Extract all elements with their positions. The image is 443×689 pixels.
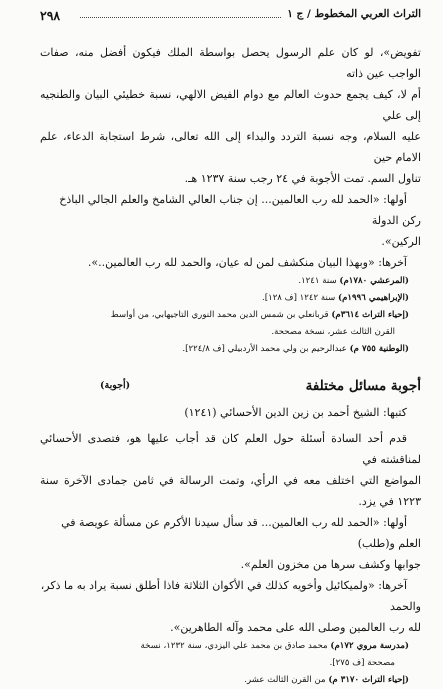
section-heading — [40, 372, 421, 402]
source-label: (إحياء التراث ٣٦١٤م) — [331, 310, 409, 320]
manuscript-sources — [40, 273, 409, 358]
source-text: من القرن الثالث عشر. — [244, 675, 329, 685]
running-title: التراث العربي المخطوط / ج ١ — [287, 8, 421, 20]
source-entry — [40, 273, 409, 290]
incipit-line: أولها: «الحمد لله رب العالمين... إن جناب العالي الشامخ والعلم الجالي الباذخ ركن الدولة — [59, 193, 421, 227]
explicit-line: لله رب العالمين وصلى الله على محمد وآله الطاهرين». — [170, 621, 421, 634]
explicit-line: آخرها: «وبهذا البيان منكشف لمن له عيان، والحمد لله رب العالمين..». — [87, 256, 407, 269]
page-header — [40, 8, 421, 26]
body-line: عليه السلام، وجه نسبة التردد والبداء إلى الله تعالى، شرط استجابة الدعاء، علم الامام حين — [40, 130, 421, 164]
source-entry — [40, 638, 409, 655]
source-text: سنة ١٢٤٢ [ف ١٢٨]. — [261, 293, 339, 303]
source-text: قربانعلي بن شمس الدين محمد النوري التاجيهابي، من أواسط — [110, 310, 332, 320]
body-line: تناول السم. تمت الأجوبة في ٢٤ رجب سنة ١٢٣٧ هـ. — [184, 172, 421, 185]
source-text: سنة ١٢٤١. — [298, 276, 340, 286]
incipit-line: جوابها وكشف سرها من مخزون العلم». — [240, 558, 421, 571]
source-entry — [40, 672, 409, 689]
source-label: (المرعشي ١٧٨٠م) — [339, 276, 409, 286]
header-dotted-rule — [80, 17, 281, 18]
author-line: كتبها: الشيخ أحمد بن زين الدين الأحسائي (١٢٤١) — [184, 406, 407, 419]
body-line: أم لا، كيف يجمع حدوث العالم مع دوام الفيض الالهي، نسبة خطيئي البيان والطنجيه إلى علي — [40, 88, 421, 122]
source-label: (مدرسة مروي ١٧٢م) — [330, 641, 409, 651]
explicit-line: آخرها: «ولميكائيل وأخويه كذلك في الأكوان الثلاثة فاذا أطلق نسبة يراد به ما ذكر، والحمد — [40, 579, 421, 613]
source-label: (الوطنية ٧٥٥ م) — [349, 344, 409, 354]
manuscript-sources — [40, 638, 409, 689]
source-entry — [40, 341, 409, 358]
source-label: (إحياء التراث ٣١٧٠ م) — [328, 675, 409, 685]
body-line: قدم أحد السادة أسئلة حول العلم كان قد أجاب عليها هو، فتصدى الأحسائي لمناقشته في — [40, 432, 421, 466]
page-number: ٢٩٨ — [40, 8, 61, 23]
body-line: تفويض»، لو كان علم الرسول يحصل بواسطة الملك فيكون أفضل منه، صفات الواجب عين ذاته — [40, 46, 421, 80]
source-text: محمد صادق بن محمد علي اليزدي، سنة ١٢٣٢، نسخة — [140, 641, 331, 651]
body-line: المواضع التي اختلف معه في الرأي، وتمت الرسالة في ثامن جمادى الآخرة سنة ١٢٢٣ في يزد. — [40, 474, 421, 508]
section-title: أجوبة مسائل مختلفة — [305, 378, 421, 394]
source-continuation: القرن الثالث عشر، نسخة مصححة. — [271, 327, 395, 337]
incipit-line: أولها: «الحمد لله رب العالمين... قد سأل سيدنا الأكرم عن مسألة عويصة في العلم و(طلب) — [61, 516, 421, 550]
source-label: (الإبراهيمي ١٩٩٦م) — [338, 293, 409, 303]
source-continuation: مصححة [ف ٢٧٥]. — [329, 658, 395, 668]
source-text: عبدالرحيم بن ولي محمد الأردبيلي [ف ٢٢٤/٨]. — [182, 344, 350, 354]
incipit-line: الركين». — [381, 235, 421, 248]
section-category-tag: (أجوبة) — [100, 380, 131, 391]
page-content — [40, 42, 421, 689]
source-entry — [40, 307, 409, 324]
source-entry — [40, 290, 409, 307]
